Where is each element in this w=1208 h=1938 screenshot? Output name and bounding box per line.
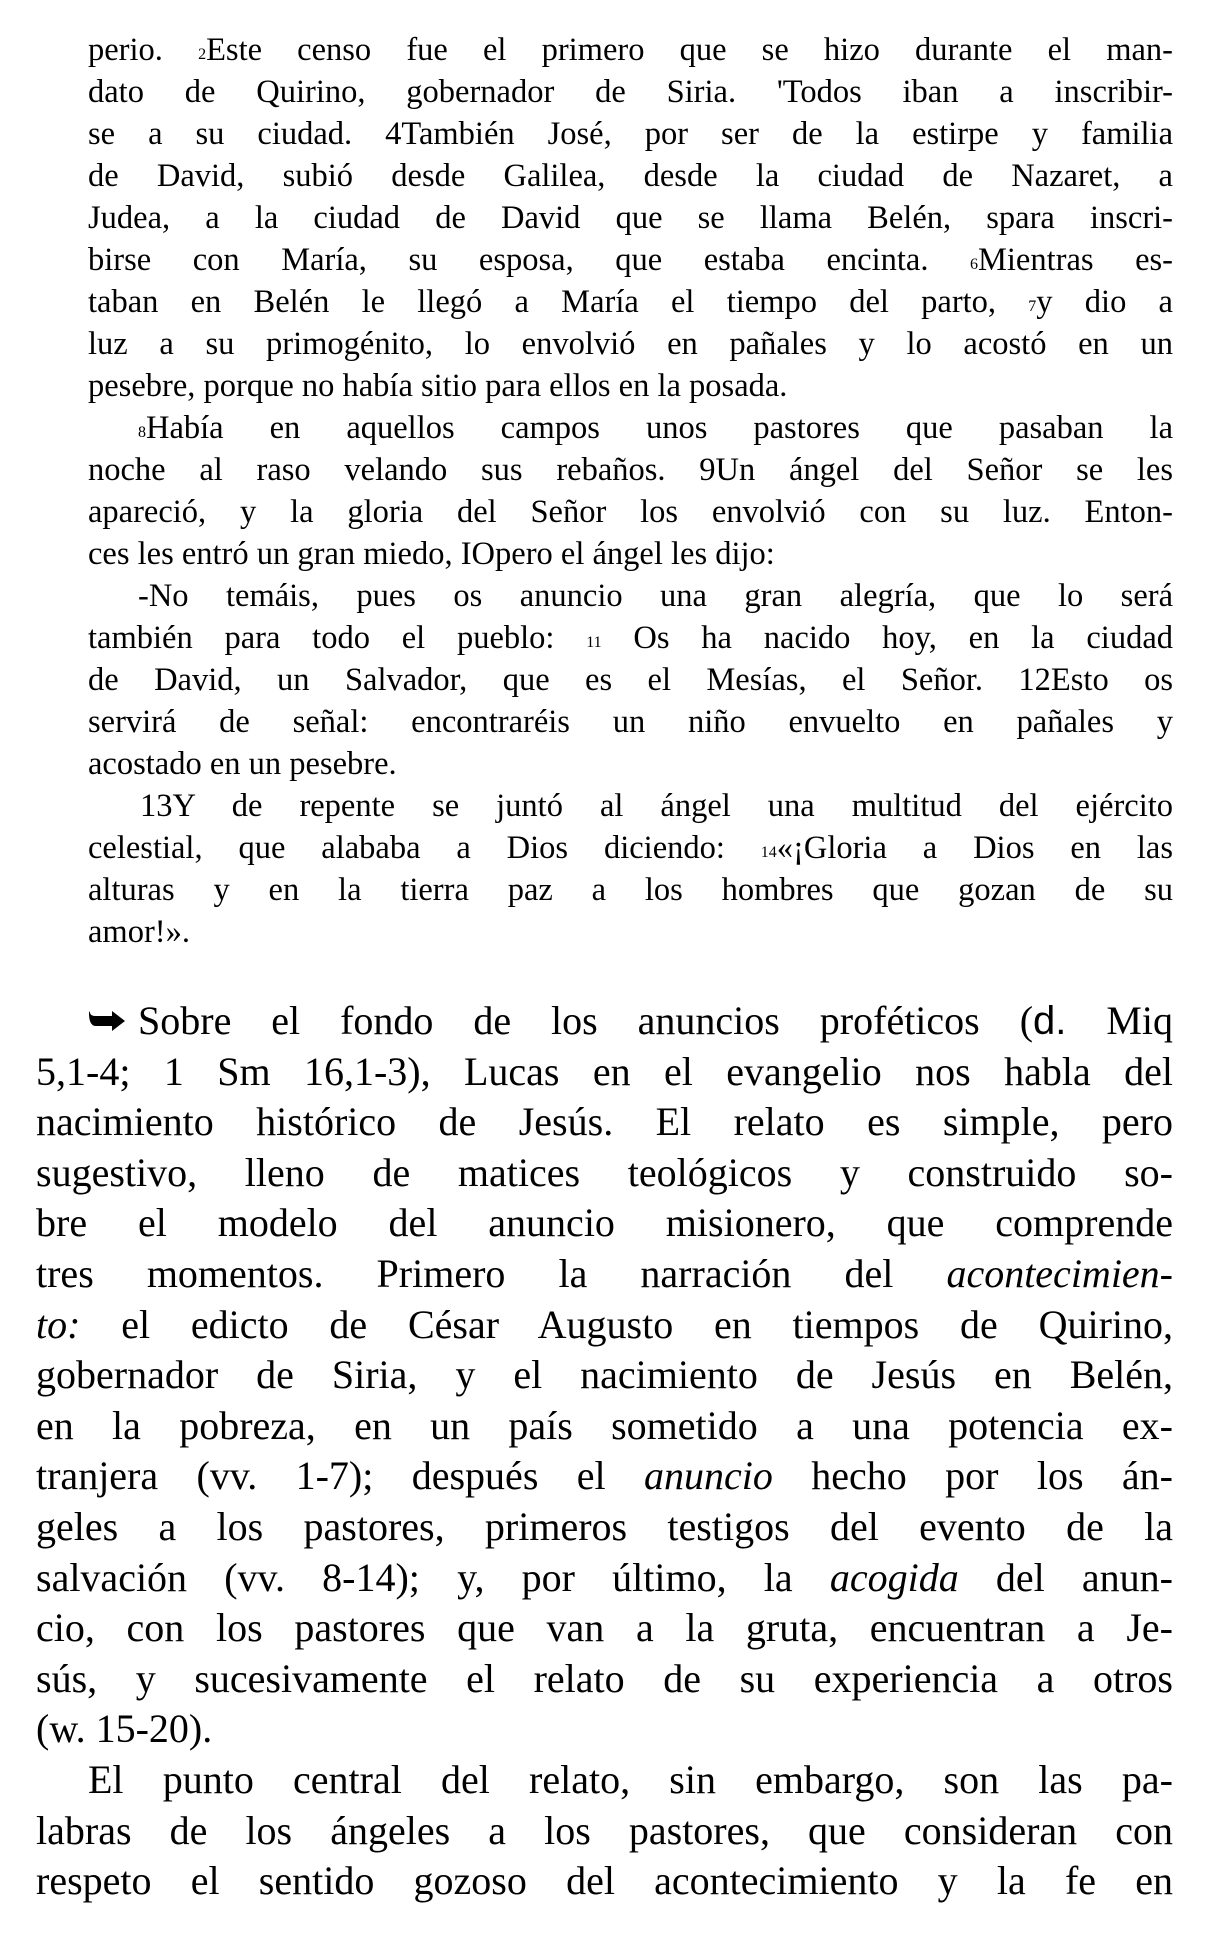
- scripture-line: [88, 281, 1173, 323]
- text-run: Este censo fue el primero que se hizo durante el man-: [206, 32, 1174, 68]
- commentary-line: [36, 1451, 1173, 1502]
- scripture-line: Judea, a la ciudad de David que se llama Belén, spara inscri-: [88, 200, 1173, 236]
- text-run: también para todo el pueblo:: [88, 620, 587, 656]
- italic-term: anuncio: [644, 1453, 773, 1499]
- text-run: y dio a: [1036, 284, 1173, 320]
- scripture-line: [88, 617, 1173, 659]
- italic-term: to:: [36, 1301, 81, 1347]
- scripture-line: [88, 407, 1173, 449]
- commentary-line: sús, y sucesivamente el relato de su experiencia a otros: [36, 1655, 1173, 1701]
- text-run: Había en aquellos campos unos pastores que pasaban la: [146, 410, 1173, 446]
- commentary-line: bre el modelo del anuncio misionero, que comprende: [36, 1200, 1173, 1246]
- commentary-line: nacimiento histórico de Jesús. El relato es simple, pero: [36, 1099, 1173, 1145]
- scripture-line: alturas y en la tierra paz a los hombres que gozan de su: [88, 872, 1173, 908]
- commentary-line: 5,1-4; 1 Sm 16,1-3), Lucas en el evangelio nos habla del: [36, 1048, 1173, 1094]
- verse-number: 6: [970, 256, 978, 273]
- scripture-line: [88, 29, 1173, 71]
- commentary-line: respeto el sentido gozoso del acontecimiento y la fe en: [36, 1858, 1173, 1904]
- verse-number: 14: [760, 844, 777, 861]
- text-run: Miq: [1066, 998, 1173, 1043]
- text-run: taban en Belén le llegó a María el tiempo del parto,: [88, 284, 1029, 320]
- commentary-line: [36, 1300, 1173, 1351]
- scripture-line: apareció, y la gloria del Señor los envolvió con su luz. Enton-: [88, 494, 1173, 530]
- text-run: celestial, que alababa a Dios diciendo:: [88, 830, 761, 866]
- scripture-line: 13Y de repente se juntó al ángel una multitud del ejército: [140, 788, 1173, 824]
- text-run: del anun-: [958, 1554, 1173, 1600]
- commentary-line: labras de los ángeles a los pastores, que consideran con: [36, 1807, 1173, 1853]
- commentary-line: geles a los pastores, primeros testigos del evento de la: [36, 1503, 1173, 1549]
- scripture-line: -No temáis, pues os anuncio una gran alegría, que lo será: [138, 578, 1173, 614]
- commentary-line: cio, con los pastores que van a la gruta, encuentran a Je-: [36, 1605, 1173, 1651]
- commentary-line: [36, 1249, 1173, 1300]
- text-run: birse con María, su esposa, que estaba encinta.: [88, 242, 970, 278]
- text-run: Mientras es-: [978, 242, 1173, 278]
- italic-term: acogida: [829, 1554, 959, 1600]
- commentary-line: (w. 15-20).: [36, 1706, 213, 1752]
- scripture-line: amor!».: [88, 914, 190, 950]
- scripture-line: ces les entró un gran miedo, IOpero el ángel les dijo:: [88, 536, 775, 572]
- scripture-line: pesebre, porque no había sitio para ellos en la posada.: [88, 368, 788, 404]
- scripture-passage: [88, 29, 1173, 953]
- verse-number: 11: [586, 634, 602, 651]
- text-run: «¡Gloria a Dios en las: [776, 830, 1173, 866]
- scripture-line: servirá de señal: encontraréis un niño envuelto en pañales y: [88, 704, 1173, 740]
- text-run: salvación (vv. 8-14); y, por último, la: [36, 1554, 830, 1600]
- italic-term: acontecimien-: [946, 1250, 1173, 1296]
- text-run: tranjera (vv. 1-7); después el: [36, 1453, 645, 1499]
- scripture-line: luz a su primogénito, lo envolvió en pañales y lo acostó en un: [88, 326, 1173, 362]
- commentary-line: sugestivo, lleno de matices teológicos y construido so-: [36, 1149, 1173, 1195]
- text-run: Os ha nacido hoy, en la ciudad: [601, 620, 1173, 656]
- verse-number: 7: [1028, 298, 1037, 315]
- text-run: hecho por los án-: [772, 1453, 1173, 1499]
- scripture-line: de David, subió desde Galilea, desde la ciudad de Nazaret, a: [88, 158, 1173, 194]
- verse-number: 8: [138, 424, 146, 441]
- scripture-line: de David, un Salvador, que es el Mesías, el Señor. 12Esto os: [88, 662, 1173, 698]
- scripture-line: noche al raso velando sus rebaños. 9Un ángel del Señor se les: [88, 452, 1173, 488]
- commentary-line: [36, 1553, 1173, 1604]
- scripture-line: dato de Quirino, gobernador de Siria. 'Todos iban a inscribir-: [88, 74, 1173, 110]
- text-run: d.: [1033, 999, 1067, 1043]
- text-run: perio.: [88, 32, 199, 68]
- commentary: [36, 996, 1173, 1907]
- commentary-line: en la pobreza, en un país sometido a una potencia ex-: [36, 1402, 1173, 1448]
- commentary-line: [36, 996, 1173, 1047]
- text-run: tres momentos. Primero la narración del: [36, 1250, 947, 1296]
- text-run: el edicto de César Augusto en tiempos de Quirino,: [80, 1301, 1173, 1347]
- verse-number: 2: [198, 46, 207, 63]
- scripture-line: [88, 827, 1173, 869]
- right-pointing-arrow-icon: [88, 1010, 126, 1032]
- scripture-line: se a su ciudad. 4También José, por ser de la estirpe y familia: [88, 116, 1173, 152]
- text-run: Sobre el fondo de los anuncios proféticos (: [138, 998, 1034, 1043]
- commentary-line: El punto central del relato, sin embargo, son las pa-: [88, 1756, 1173, 1802]
- scripture-line: [88, 239, 1173, 281]
- commentary-line: gobernador de Siria, y el nacimiento de Jesús en Belén,: [36, 1352, 1173, 1398]
- scripture-line: acostado en un pesebre.: [88, 746, 397, 782]
